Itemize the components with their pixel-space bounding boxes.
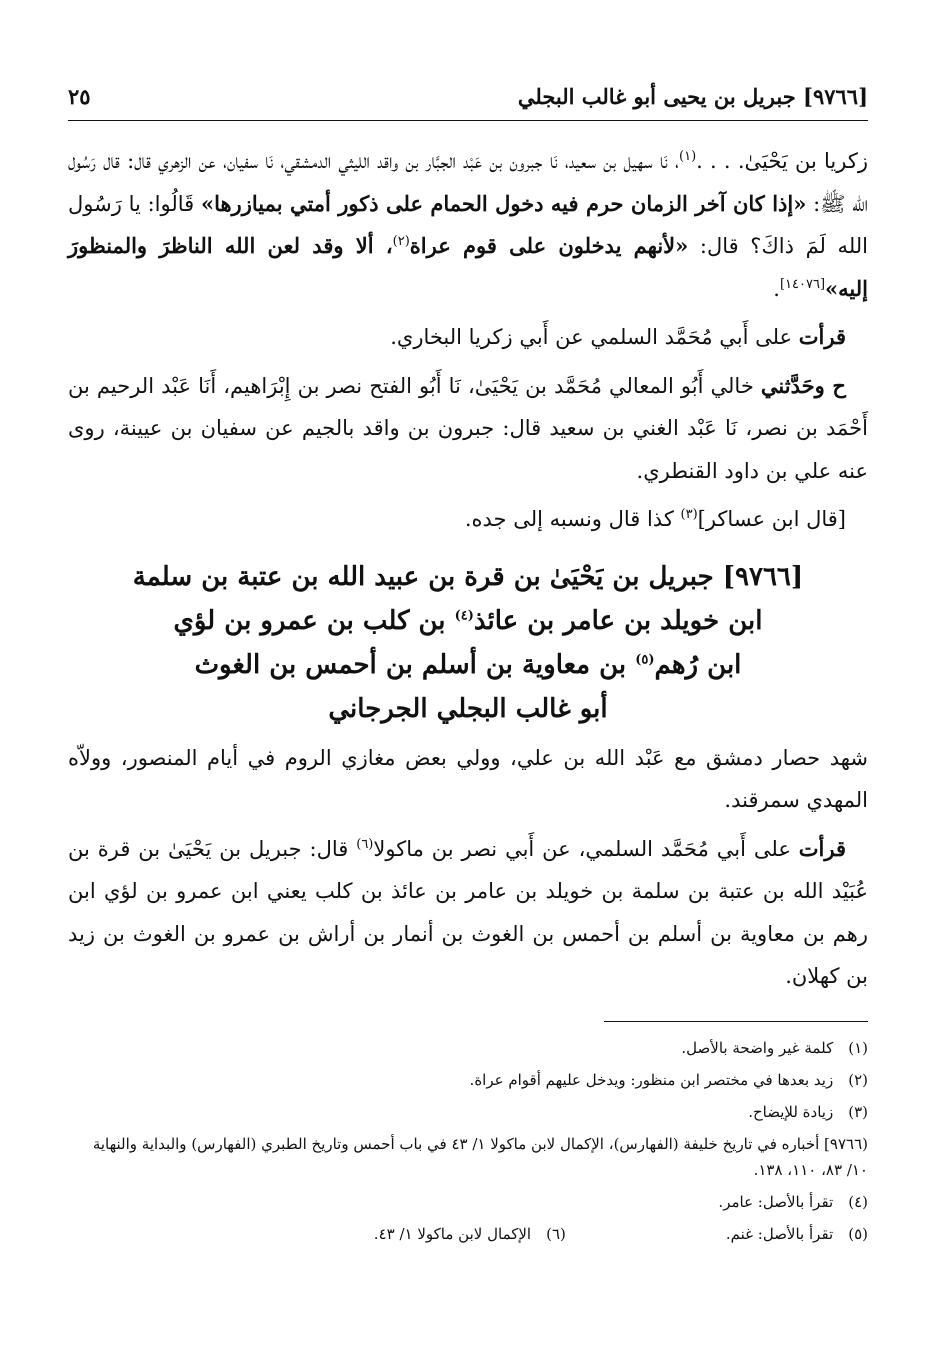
text-run: على أَبي مُحَمَّد السلمي عن أَبي زكريا البخاري. [390, 325, 799, 349]
footnote [374, 1221, 566, 1247]
footnote [68, 1099, 868, 1125]
paragraph-haddathani [68, 365, 868, 493]
paragraph-biography: شهد حصار دمشق مع عَبْد الله بن علي، وولي بعض مغازي الروم في أيام المنصور، وولاّه المهدي سمرقند. [68, 745, 868, 812]
hadith-quote: «لأنهم يدخلون على قوم عراة [409, 233, 689, 258]
text-run: كذا قال ونسبه إلى جده. [464, 507, 681, 531]
lead-word: قرأت [798, 835, 847, 861]
header-title: [٩٧٦٦] جبريل بن يحيى أبو غالب البجلي [517, 84, 868, 109]
footnote-ref: (٦) [356, 836, 374, 852]
footnote-number: (٥) [848, 1225, 868, 1243]
footnote-number: (١) [848, 1039, 868, 1057]
lead-word: قرأت [798, 324, 846, 349]
entry-line: [٩٧٦٦] جبريل بن يَحْيَىٰ بن قرة بن عبيد الله بن عتبة بن سلمة [132, 561, 804, 592]
footnote [68, 1189, 868, 1215]
footnote-ref: (٣) [680, 507, 698, 522]
footnote-text: كلمة غير واضحة بالأصل. [681, 1039, 834, 1057]
running-header [68, 82, 868, 121]
text-run: [قال ابن عساكر] [697, 507, 846, 531]
text-run: قال: جبريل بن يَحْيَىٰ بن قرة بن عُبَيْد الله بن عتبة بن سلمة بن خويلد بن عامر بن عائذ بن كلب يعني ابن عمرو بن لؤي ابن رهم بن معاوية بن أسلم بن أحمس بن الغوث بن أنمار بن أراش بن عمرو بن الغوث بن زيد بن كهلان. [68, 836, 868, 988]
footnote-number: (٦) [546, 1225, 566, 1243]
page-number: ٢٥ [68, 84, 91, 109]
main-text [68, 140, 868, 1004]
footnote-number: (٢) [848, 1071, 868, 1089]
paragraph-qaraat [68, 316, 868, 359]
entry-text: بن كلب بن عمرو بن لؤي [173, 605, 455, 636]
text-run: على أَبي مُحَمَّد السلمي، عن أَبي نصر بن ماكولا [373, 836, 799, 861]
footnote-text: زيد بعدها في مختصر ابن منظور: ويدخل عليهم أقوام عراة. [469, 1071, 834, 1089]
text-run: ، نَا سهيل بن سعيد، نَا جبرون بن عَبْد الجبَّار بن واقد الليثي الدمشقي، نَا سفيان، عن الزهري قال: قال رَسُول الله ﷺ: [68, 149, 868, 216]
footnote-number: (٤) [848, 1193, 868, 1211]
hadith-quote: ، ألا وقد لعن الله الناظرَ والمنظورَ إليه» [68, 233, 868, 301]
entry-text: ابن خويلد بن عامر بن عائذ [473, 605, 763, 636]
footnote-text: أخباره في تاريخ خليفة (الفهارس)، الإكمال لابن ماكولا ١/ ٤٣ في باب أحمس وتاريخ الطبري (الفهارس) والبداية والنهاية ١٠/ ٨٣، ١١٠، ١٣٨. [92, 1135, 868, 1179]
footnote-number: (٩٧٦٦] [824, 1135, 868, 1153]
footnote-ref: (٤) [454, 607, 474, 623]
text-run: قَالُوا: يا رَسُول الله لَمَ ذاكَ؟ قال: [68, 191, 868, 258]
footnote-row [68, 1221, 868, 1247]
entry-text: بن معاوية بن أسلم بن أحمس بن الغوث [194, 649, 636, 680]
footnote-ref: (٢) [392, 234, 410, 249]
footnote-ref: (١) [679, 149, 697, 164]
paragraph-ibn-asakir [68, 498, 868, 541]
footnote [68, 1035, 868, 1061]
footnote [726, 1221, 868, 1247]
footnote-number: (٣) [848, 1103, 868, 1121]
entry-line [68, 643, 868, 687]
text-run: خالي أَبُو المعالي مُحَمَّد بن يَحْيَىٰ، نَا أَبُو الفتح نصر بن إِبْرَاهيم، أَنَا عَبْد الرحيم بن أَحْمَد بن نصر، نَا عَبْد الغني بن سعيد قال: جبرون بن واقد بالجيم عن سفيان بن عيينة، روى عنه علي بن داود القنطري. [68, 373, 868, 483]
footnote-text: تقرأ بالأصل: عامر. [718, 1193, 834, 1211]
footnote-text: الإكمال لابن ماكولا ١/ ٤٣. [373, 1225, 532, 1243]
paragraph-hadith [68, 140, 868, 310]
spacer [566, 1221, 726, 1247]
entry-text: ابن رُهم [654, 649, 742, 680]
footnote-text: زيادة للإيضاح. [748, 1103, 834, 1121]
hadith-quote: «إذا كان آخر الزمان حرم فيه دخول الحمام على ذكور أمتي بميازرها» [200, 190, 807, 216]
footnote-ref: (٥) [635, 651, 655, 667]
hadith-number: [١٤٠٧٦] [779, 276, 826, 292]
text-run: . [773, 276, 780, 301]
entry-line: أبو غالب البجلي الجرجاني [328, 693, 608, 724]
footnote-divider [604, 1021, 868, 1022]
text-run: زكريا بن يَحْيَىٰ. . . . [696, 149, 868, 173]
paragraph-lineage [68, 828, 868, 998]
entry-line [68, 599, 868, 643]
lead-word: ح وحَدَّثني [760, 372, 846, 398]
entry-heading [68, 555, 868, 731]
footnote-text: تقرأ بالأصل: غنم. [725, 1225, 834, 1243]
footnote [68, 1131, 868, 1183]
footnote [68, 1067, 868, 1093]
footnotes [68, 1035, 868, 1253]
